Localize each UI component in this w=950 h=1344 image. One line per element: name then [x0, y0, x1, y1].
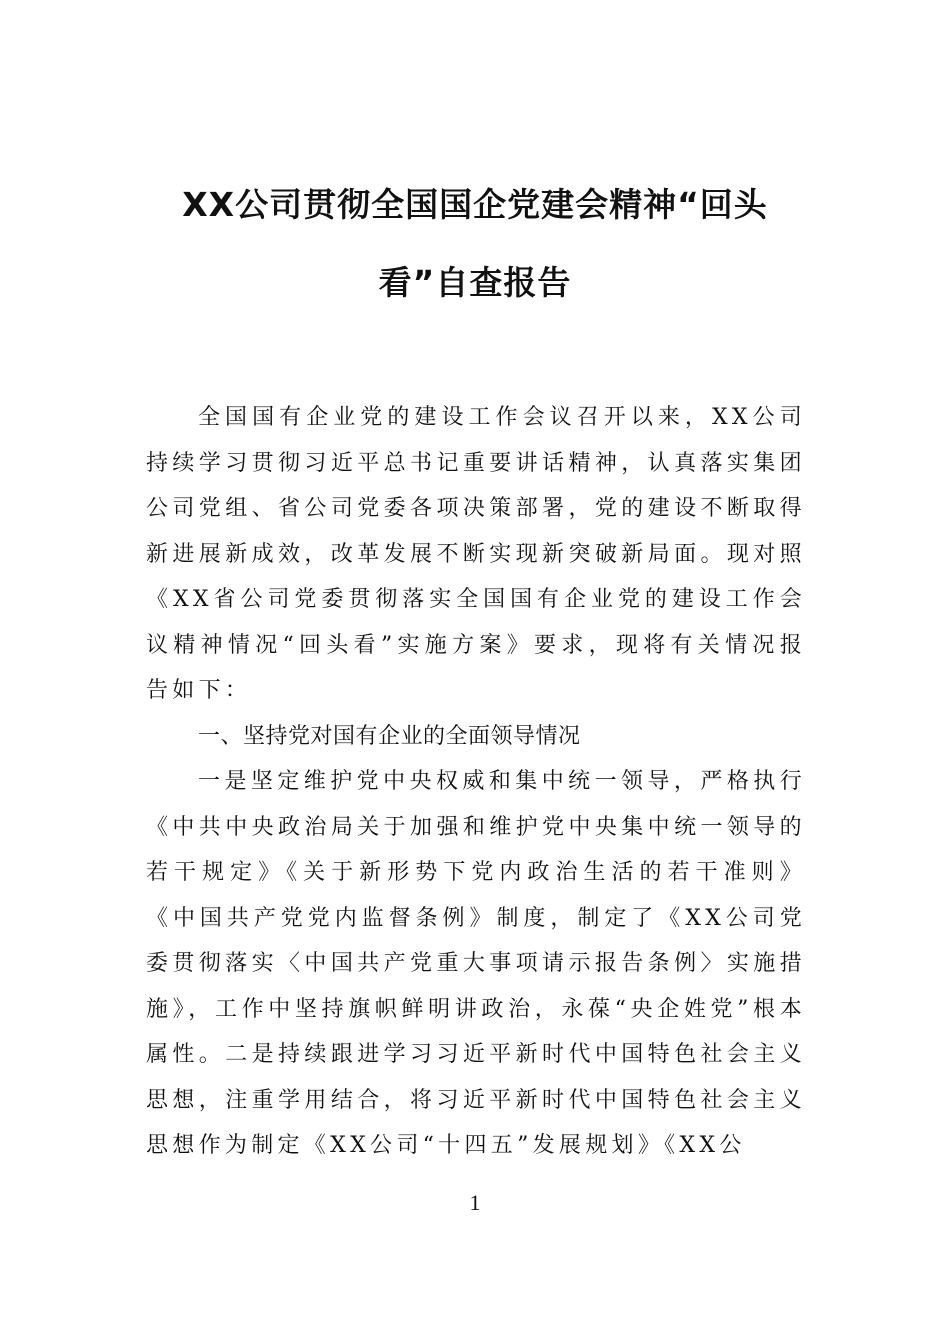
intro-paragraph: 全国国有企业党的建设工作会议召开以来，XX公司持续学习贯彻习近平总书记重要讲话精神，认真落实集团公司党组、省公司党委各项决策部署，党的建设不断取得新进展新成效，改革发展不断实现新突破新局面。现对照《XX省公司党委贯彻落实全国国有企业党的建设工作会议精神情况“回头看”实施方案》要求，现将有关情况报告如下： — [146, 405, 806, 703]
title-line-2: 看”自查报告 — [378, 263, 572, 302]
page-number: 1 — [469, 1190, 481, 1215]
section-1-paragraph: 一是坚定维护党中央权威和集中统一领导，严格执行《中共中央政治局关于加强和维护党中央集中统一领导的若干规定》《关于新形势下党内政治生活的若干准则》《中国共产党党内监督条例》制度，制定了《XX公司党委贯彻落实〈中国共产党重大事项请示报告条例〉实施措施》，工作中坚持旗帜鲜明讲政治，永葆“央企姓党”根本属性。二是持续跟进学习习近平新时代中国特色社会主义思想，注重学用结合，将习近平新时代中国特色社会主义思想作为制定《XX公司“十四五”发展规划》《XX公 — [146, 769, 806, 1158]
document-body — [146, 395, 806, 1169]
document-title — [130, 166, 820, 322]
title-line-1: XX公司贯彻全国国企党建会精神“回头 — [182, 185, 768, 224]
section-heading-1: 一、坚持党对国有企业的全面领导情况 — [198, 723, 581, 749]
